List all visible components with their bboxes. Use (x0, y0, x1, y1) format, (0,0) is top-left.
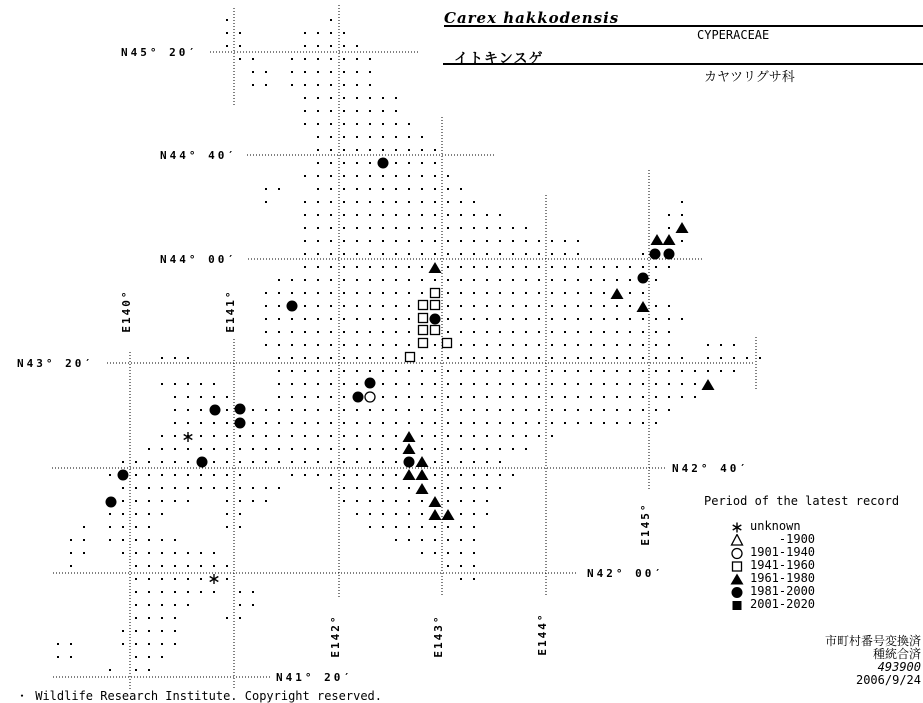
record-filled-circle (210, 405, 221, 416)
longitude-label: E145° (639, 502, 652, 546)
record-open-circle (732, 549, 742, 559)
record-open-square (431, 289, 440, 298)
record-filled-triangle (637, 301, 650, 312)
record-asterisk (184, 432, 193, 442)
record-open-triangle (732, 535, 743, 546)
open-square-icon (726, 558, 750, 571)
record-filled-circle (106, 497, 117, 508)
latitude-label: N45° 20′ (121, 46, 198, 59)
record-filled-circle (664, 249, 675, 260)
record-open-square (431, 326, 440, 335)
record-filled-triangle (731, 574, 744, 585)
record-open-square (443, 339, 452, 348)
legend-entry (726, 571, 815, 584)
record-open-square (419, 326, 428, 335)
species-latin-name: Carex hakkodensis (444, 9, 620, 27)
record-open-square (419, 314, 428, 323)
copyright-note: ・ Wildlife Research Institute. Copyright reserved. (16, 689, 383, 703)
longitude-label: E143° (432, 614, 445, 658)
latitude-label: N43° 20′ (17, 357, 94, 370)
species-code: 493900 (877, 660, 921, 674)
legend-entry-label: -1900 (750, 531, 816, 546)
record-asterisk (733, 523, 742, 533)
legend-entry (726, 532, 815, 545)
record-filled-triangle (416, 483, 429, 494)
legend-entry (726, 545, 815, 558)
legend-entry (726, 597, 815, 610)
record-filled-circle (235, 404, 246, 415)
legend-entry (726, 519, 815, 532)
legend-title: Period of the latest record (704, 494, 900, 508)
longitude-label: E141° (224, 289, 237, 333)
open-triangle-icon (726, 532, 750, 545)
record-asterisk (210, 574, 219, 584)
record-filled-triangle (403, 469, 416, 480)
record-filled-triangle (416, 456, 429, 467)
record-filled-circle (197, 457, 208, 468)
legend-entry-label: 1901-1940 (750, 544, 816, 559)
latitude-label: N42° 40′ (672, 462, 749, 475)
record-filled-triangle (429, 262, 442, 273)
record-filled-circle (404, 457, 415, 468)
record-filled-circle (118, 470, 129, 481)
title-underline (444, 25, 923, 27)
note-municipality-converted: 市町村番号変換済 (824, 634, 921, 648)
record-filled-circle (365, 378, 376, 389)
record-filled-triangle (651, 234, 664, 245)
record-filled-circle (430, 314, 441, 325)
family-latin-name: CYPERACEAE (697, 28, 770, 42)
family-japanese-name: カヤツリグサ科 (704, 70, 795, 85)
record-filled-square (733, 601, 742, 610)
legend-entry (726, 558, 815, 571)
legend-rows (726, 519, 815, 610)
record-filled-circle (235, 418, 246, 429)
filled-square-icon (726, 597, 750, 610)
record-open-square (419, 339, 428, 348)
asterisk-icon (726, 519, 750, 532)
record-open-square (733, 562, 742, 571)
legend-entry-label: unknown (750, 518, 801, 533)
record-open-circle (365, 392, 375, 402)
latitude-label: N41° 20′ (276, 671, 353, 684)
record-open-square (406, 353, 415, 362)
graticule-labels (17, 46, 749, 684)
record-filled-triangle (611, 288, 624, 299)
latitude-label: N42° 00′ (587, 567, 664, 580)
record-filled-circle (378, 158, 389, 169)
record-filled-circle (287, 301, 298, 312)
legend-entry-label: 1941-1960 (750, 557, 816, 572)
map-date: 2006/9/24 (855, 673, 921, 687)
japanese-name-underline (443, 63, 923, 65)
filled-circle-icon (726, 584, 750, 597)
note-species-merged: 種統合済 (872, 647, 921, 661)
record-open-square (419, 301, 428, 310)
legend-entry (726, 584, 815, 597)
open-circle-icon (726, 545, 750, 558)
record-filled-circle (638, 273, 649, 284)
legend-entry-label: 1961-1980 (750, 570, 816, 585)
species-japanese-name: イトキンスゲ (454, 51, 544, 67)
record-filled-circle (353, 392, 364, 403)
record-open-square (431, 301, 440, 310)
legend-entry-label: 1981-2000 (750, 583, 816, 598)
record-filled-triangle (676, 222, 689, 233)
graticule-lines (52, 5, 756, 690)
latitude-label: N44° 00′ (160, 253, 237, 266)
record-filled-triangle (429, 496, 442, 507)
record-filled-triangle (702, 379, 715, 390)
longitude-label: E144° (536, 612, 549, 656)
record-filled-circle (650, 249, 661, 260)
longitude-label: E140° (120, 289, 133, 333)
legend-entry-label: 2001-2020 (750, 596, 816, 611)
record-filled-triangle (663, 234, 676, 245)
record-filled-triangle (416, 469, 429, 480)
processing-notes (640, 635, 921, 687)
filled-triangle-icon (726, 571, 750, 584)
record-filled-triangle (403, 443, 416, 454)
record-filled-triangle (403, 431, 416, 442)
record-filled-triangle (442, 509, 455, 520)
latitude-label: N44° 40′ (160, 149, 237, 162)
legend (704, 494, 900, 611)
record-filled-triangle (429, 509, 442, 520)
longitude-label: E142° (329, 614, 342, 658)
